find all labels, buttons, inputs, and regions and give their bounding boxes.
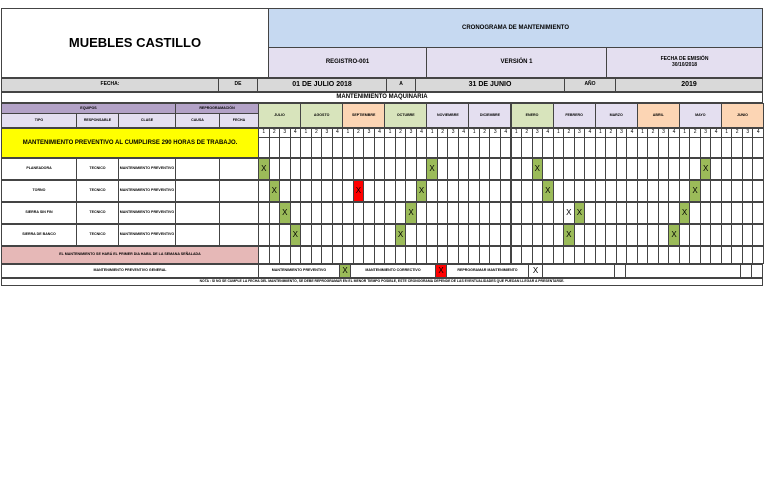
clase-header: CLASE (118, 113, 176, 128)
month-header-octubre: OCTUBRE (384, 103, 427, 128)
version-label: VERSIÓN 1 (426, 47, 607, 78)
month-header-septiembre: SEPTIEMBRE (342, 103, 385, 128)
schedule-cell[interactable] (752, 202, 764, 224)
legend-general: MANTENIMIENTO PREVENTIVO GENERAL (1, 264, 259, 278)
week-number: 1 (300, 128, 312, 138)
fecha-emision (606, 47, 763, 78)
fecha-emision-value: 30/10/2018 (671, 61, 698, 68)
preventive-mark[interactable]: X (689, 180, 701, 202)
week-number: 3 (658, 128, 670, 138)
legend-reprogramar-swatch: X (528, 264, 543, 278)
schedule-cell[interactable] (752, 224, 764, 246)
preventive-mark[interactable]: X (416, 180, 428, 202)
date-row (1, 78, 763, 92)
month-header-marzo: MARZO (595, 103, 638, 128)
to-date: 31 DE JUNIO (415, 78, 565, 92)
equipment-row (1, 202, 763, 224)
week-number: 2 (269, 128, 281, 138)
preventive-mark[interactable]: X (290, 224, 302, 246)
week-number: 4 (416, 128, 428, 138)
week-number: 3 (405, 128, 417, 138)
week-number: 4 (668, 128, 680, 138)
week-number: 1 (595, 128, 607, 138)
month-header-mayo: MAYO (679, 103, 722, 128)
preventive-mark[interactable]: X (668, 224, 680, 246)
month-header-julio: JULIO (258, 103, 301, 128)
equipment-responsable: TECNICO (76, 158, 119, 180)
header-block (1, 8, 763, 78)
from-date: 01 DE JULIO 2018 (257, 78, 387, 92)
month-header-noviembre: NOVIEMBRE (426, 103, 469, 128)
week-number: 1 (721, 128, 733, 138)
preventive-mark[interactable]: X (405, 202, 417, 224)
banner-row (1, 128, 763, 158)
corrective-mark[interactable]: X (353, 180, 365, 202)
preventive-mark[interactable]: X (563, 224, 575, 246)
equipment-tipo: SIERRA DE BANCO (1, 224, 77, 246)
equipment-rows (1, 158, 763, 246)
column-header-row (1, 103, 763, 128)
legend-correctivo-swatch: X (435, 264, 447, 278)
month-header-febrero: FEBRERO (553, 103, 596, 128)
anio-label: AÑO (564, 78, 616, 92)
week-number: 4 (752, 128, 764, 138)
preventive-mark[interactable]: X (574, 202, 586, 224)
reprogramacion-header: REPROGRAMACIÓN (175, 103, 259, 114)
de-label: DE (218, 78, 258, 92)
legend-blank-3 (625, 264, 741, 278)
week-number: 3 (279, 128, 291, 138)
equipment-fecha (219, 180, 259, 202)
month-header-enero: ENERO (511, 103, 554, 128)
legend-preventivo-label: MANTENIMIENTO PREVENTIVO (258, 264, 340, 278)
legend-row (1, 264, 763, 278)
equipment-schedule-grid (258, 180, 763, 202)
week-number: 3 (700, 128, 712, 138)
preventive-mark[interactable]: X (542, 180, 554, 202)
equipment-clase: MANTENIMIENTO PREVENTIVO (118, 202, 176, 224)
schedule-cell[interactable] (752, 158, 764, 180)
equipment-clase: MANTENIMIENTO PREVENTIVO (118, 180, 176, 202)
banner-grid (258, 137, 763, 158)
equipment-row (1, 180, 763, 202)
week-number: 2 (605, 128, 617, 138)
first-day-note-row (1, 246, 763, 264)
week-number: 1 (258, 128, 270, 138)
week-number: 4 (626, 128, 638, 138)
week-number: 2 (479, 128, 491, 138)
week-number: 4 (542, 128, 554, 138)
equipment-responsable: TECNICO (76, 224, 119, 246)
preventive-mark[interactable]: X (279, 202, 291, 224)
equipment-fecha (219, 202, 259, 224)
equipment-schedule-grid (258, 158, 763, 180)
company-name: MUEBLES CASTILLO (1, 8, 269, 78)
fecha-emision-label: FECHA DE EMISIÓN (660, 56, 709, 63)
week-number: 2 (311, 128, 323, 138)
week-number: 4 (584, 128, 596, 138)
equipment-tipo: TORNO (1, 180, 77, 202)
equipment-schedule-grid (258, 202, 763, 224)
week-number: 4 (500, 128, 512, 138)
week-number: 3 (447, 128, 459, 138)
week-number: 1 (511, 128, 523, 138)
schedule-cell[interactable] (752, 246, 764, 264)
equipos-header: EQUIPOS (1, 103, 176, 114)
week-number: 1 (384, 128, 396, 138)
week-number: 1 (426, 128, 438, 138)
legend-correctivo-label: MANTENIMIENTO CORRECTIVO (350, 264, 436, 278)
section-title: MANTENIMIENTO MAQUINARIA (1, 92, 763, 103)
schedule-cell[interactable] (752, 180, 764, 202)
tipo-header: TIPO (1, 113, 77, 128)
preventive-mark[interactable]: X (426, 158, 438, 180)
week-number: 3 (532, 128, 544, 138)
week-number: 2 (731, 128, 743, 138)
week-number: 4 (374, 128, 386, 138)
preventive-mark[interactable]: X (532, 158, 544, 180)
preventive-mark[interactable]: X (679, 202, 691, 224)
equipment-responsable: TECNICO (76, 202, 119, 224)
responsable-header: RESPONSABLE (76, 113, 119, 128)
section-title-row (1, 92, 763, 103)
registro-code: REGISTRO-001 (268, 47, 427, 78)
week-number: 2 (563, 128, 575, 138)
week-number: 4 (290, 128, 302, 138)
week-number: 1 (679, 128, 691, 138)
week-number: 3 (363, 128, 375, 138)
schedule-cell[interactable] (752, 137, 764, 158)
first-day-note: EL MANTENIMIENTO SE HARÁ EL PRIMER DIA HABIL DE LA SEMANA SEÑALADA (1, 246, 259, 264)
equipment-fecha (219, 158, 259, 180)
equipment-fecha (219, 224, 259, 246)
nota-row (1, 278, 763, 286)
equipment-schedule-grid (258, 224, 763, 246)
equipment-row (1, 224, 763, 246)
nota-text: NOTA : SI NO SE CUMPLE LA FECHA DEL MANTENIMIENTO, SE DEBE REPROGRAMAR EN EL MENOR TIEMPO POSIBLE, ESTE CRONOGRAMA DEPENDE DE LAS EVENTUALIDADES QUE PUEDAN LLEGAR A PRESENTARSE. (1, 278, 763, 286)
note-grid (258, 246, 763, 264)
equipment-clase: MANTENIMIENTO PREVENTIVO (118, 158, 176, 180)
legend-blank-5 (751, 264, 763, 278)
week-number: 2 (689, 128, 701, 138)
week-number: 1 (342, 128, 354, 138)
week-number: 3 (574, 128, 586, 138)
equipment-clase: MANTENIMIENTO PREVENTIVO (118, 224, 176, 246)
anio-value: 2019 (615, 78, 763, 92)
week-number: 3 (616, 128, 628, 138)
preventive-mark[interactable]: X (395, 224, 407, 246)
preventive-mark[interactable]: X (258, 158, 270, 180)
legend-blank-1 (542, 264, 615, 278)
week-number: 3 (321, 128, 333, 138)
reprogram-mark[interactable]: X (563, 202, 575, 224)
legend-reprogramar-label: REPROGRAMAR MANTENIMIENTO (446, 264, 529, 278)
week-number: 3 (742, 128, 754, 138)
month-header-agosto: AGOSTO (300, 103, 343, 128)
week-number: 1 (553, 128, 565, 138)
fecha-header: FECHA (219, 113, 259, 128)
equipment-causa (175, 202, 220, 224)
week-number: 4 (458, 128, 470, 138)
equipment-tipo: SIERRA SIN FIN (1, 202, 77, 224)
week-number: 1 (637, 128, 649, 138)
causa-header: CAUSA (175, 113, 220, 128)
equipment-causa (175, 224, 220, 246)
maintenance-schedule-sheet (1, 8, 763, 286)
week-number: 2 (353, 128, 365, 138)
preventive-banner: MANTENIMIENTO PREVENTIVO AL CUMPLIRSE 290 HORAS DE TRABAJO. (1, 128, 259, 158)
equipment-causa (175, 158, 220, 180)
week-number: 2 (647, 128, 659, 138)
equipment-responsable: TECNICO (76, 180, 119, 202)
schedule-title: CRONOGRAMA DE MANTENIMIENTO (268, 8, 763, 48)
equipment-causa (175, 180, 220, 202)
preventive-mark[interactable]: X (700, 158, 712, 180)
week-number: 2 (395, 128, 407, 138)
equipment-row (1, 158, 763, 180)
week-number: 2 (521, 128, 533, 138)
fecha-label: FECHA: (1, 78, 219, 92)
week-number: 4 (332, 128, 344, 138)
a-label: A (386, 78, 416, 92)
week-number: 4 (710, 128, 722, 138)
month-header-abril: ABRIL (637, 103, 680, 128)
week-number: 3 (489, 128, 501, 138)
equipment-tipo: PLANEADORA (1, 158, 77, 180)
month-header-diciembre: DICIEMBRE (468, 103, 511, 128)
week-number: 1 (468, 128, 480, 138)
month-header-junio: JUNIO (721, 103, 764, 128)
legend-preventivo-swatch: X (339, 264, 351, 278)
preventive-mark[interactable]: X (269, 180, 281, 202)
week-number: 2 (437, 128, 449, 138)
